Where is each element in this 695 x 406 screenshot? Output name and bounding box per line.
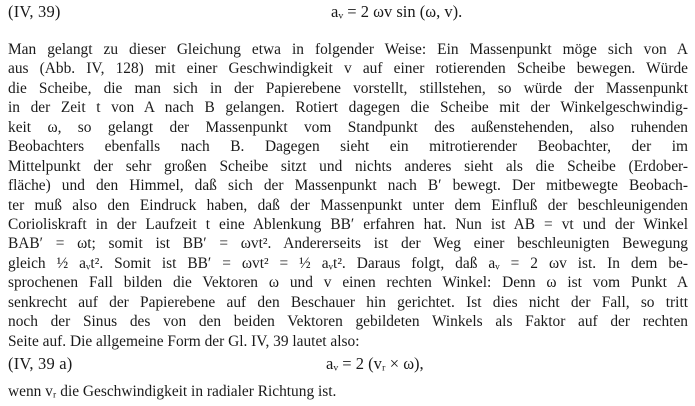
paragraph-line: in der Zeit t von A nach B gelangen. Rotiert dagegen die Scheibe mit der Winkelgeschwindig- — [8, 99, 688, 117]
paragraph-line: aus (Abb. IV, 128) mit einer Geschwindigkeit v auf einer rotierenden Scheibe bewegen. Würde — [8, 60, 688, 78]
equation-label: (IV, 39) — [8, 2, 61, 21]
paragraph-line: Man gelangt zu dieser Gleichung etwa in folgender Weise: Ein Massenpunkt möge sich von A — [8, 41, 688, 58]
paragraph-line: senkrecht auf der Papierebene auf den Beschauer hin gerichtet. Ist dies nicht der Fall, so tritt — [8, 293, 688, 311]
paragraph-line: gleich ½ aᵥt². Somit ist BB′ = ωvt² = ½ aᵥt². Daraus folgt, daß aᵥ = 2 ωv ist. In dem be- — [8, 254, 688, 272]
paragraph-line: Mittelpunkt der sehr großen Scheibe sitzt und nichts anderes sieht als die Scheibe (Erdober- — [8, 157, 688, 175]
equation-formula: aᵥ = 2 ωv sin (ω, v). — [331, 2, 463, 21]
paragraph-line: Beobachters ebenfalls nach B. Dagegen sieht ein mitrotierender Beobachter, der im — [8, 138, 688, 156]
body-paragraph — [8, 40, 688, 351]
paragraph-line: Corioliskraft in der Laufzeit t eine Ablenkung BB′ erfahren hat. Nun ist AB = vt und der Winkel — [8, 215, 688, 233]
equation-iv-39a — [8, 353, 688, 375]
equation-label: (IV, 39 a) — [8, 354, 73, 373]
paragraph-line: ter muß also den Eindruck haben, daß der Massenpunkt unter dem Einfluß der beschleunigenden — [8, 196, 688, 214]
paragraph-line: keit ω, so gelangt der Massenpunkt vom Standpunkt des außenstehenden, also ruhenden — [8, 118, 688, 136]
paragraph-line: sprochenen Fall bilden die Vektoren ω und v einen rechten Winkel: Denn ω ist vom Punkt A — [8, 274, 688, 292]
equation-formula: aᵥ = 2 (vᵣ × ω), — [326, 354, 424, 373]
paragraph-line: fläche) und den Himmel, daß sich der Massenpunkt nach B′ bewegt. Der mitbewegte Beobach- — [8, 177, 688, 195]
equation-iv-39 — [8, 1, 688, 23]
paragraph-line: Seite auf. Die allgemeine Form der Gl. IV, 39 lautet also: — [8, 332, 360, 350]
paragraph-line: noch der Sinus des von den beiden Vektoren gebildeten Winkels als Faktor auf der rechten — [8, 313, 688, 331]
closing-sentence: wenn vᵣ die Geschwindigkeit in radialer Richtung ist. — [8, 383, 337, 400]
paragraph-line: die Scheibe, die man sich in der Papierebene vorstellt, stillstehen, so würde der Massenpunkt — [8, 79, 688, 97]
paragraph-line: BAB′ = ωt; somit ist BB′ = ωvt². Andererseits ist der Weg einer beschleunigten Bewegung — [8, 235, 688, 253]
